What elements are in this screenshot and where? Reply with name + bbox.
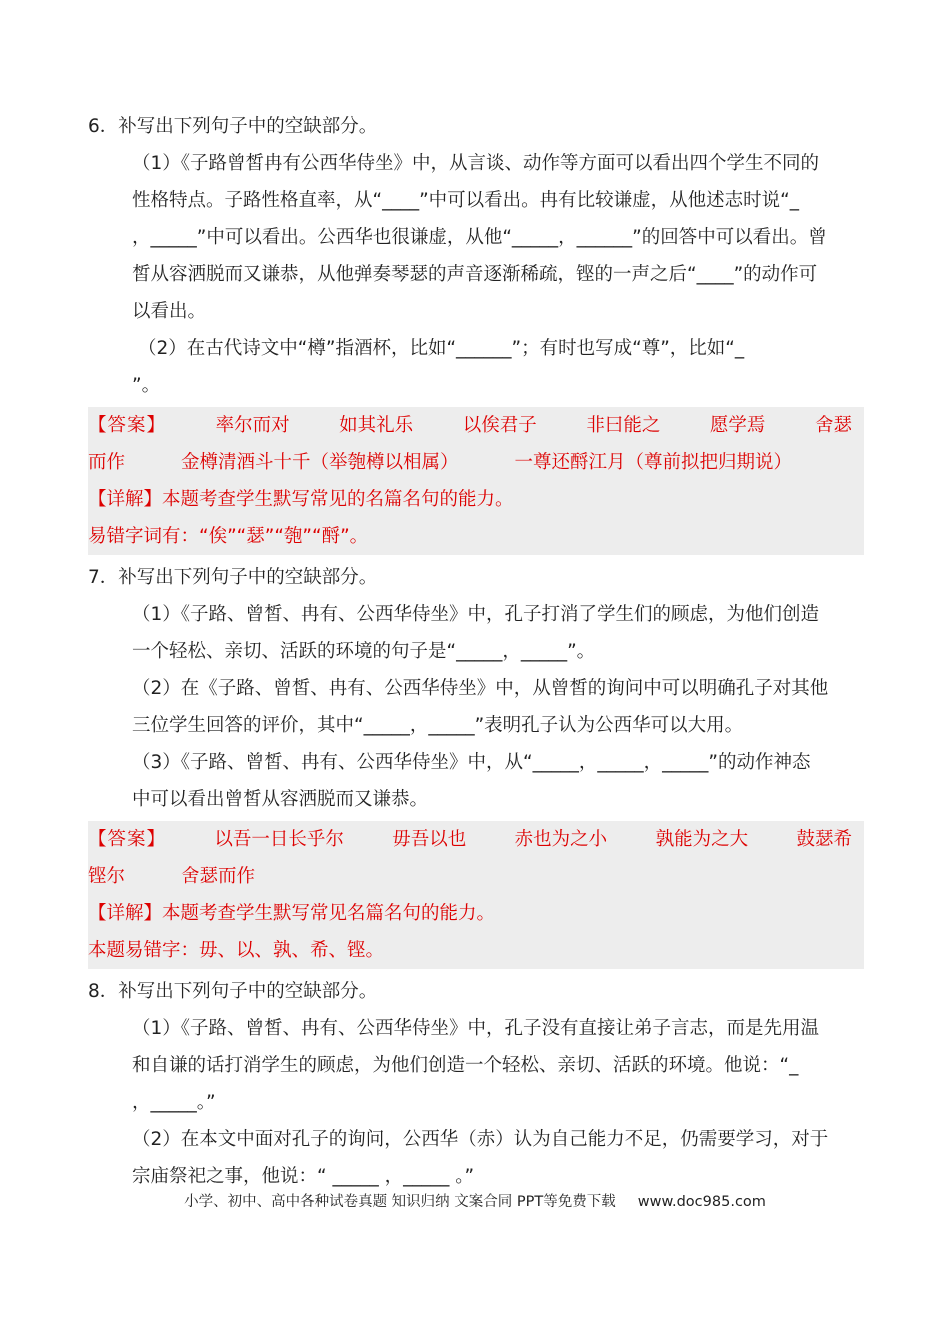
answer-item: 毋吾以也 (392, 829, 467, 850)
answer-row (88, 821, 864, 858)
question-6-line: ，_____”中可以看出。公西华也很谦虚，从他“_____，______”的回答中可以看出。曾 (132, 227, 827, 248)
answer-note: 易错字词有：“俟”“瑟”“匏”“酹”。 (88, 526, 369, 547)
answer-row (88, 444, 864, 481)
answer-item: 舍瑟而作 (181, 866, 256, 887)
answer-row (88, 407, 864, 444)
question-6-line: （1）《子路曾皙冉有公西华侍坐》中，从言谈、动作等方面可以看出四个学生不同的 (132, 153, 820, 174)
footer-site-link[interactable]: www.doc985.com (637, 1194, 766, 1210)
answer-label: 【答案】 (88, 829, 167, 850)
answer-item: 如其礼乐 (339, 415, 414, 436)
question-8-line: ，_____。” (132, 1092, 216, 1113)
answer-item: 以吾一日长乎尔 (214, 829, 344, 850)
question-7-line: （1）《子路、曾皙、冉有、公西华侍坐》中，孔子打消了学生们的顾虑，为他们创造 (132, 604, 820, 625)
document-content (88, 108, 864, 1195)
question-6-title: 6．补写出下列句子中的空缺部分。 (88, 116, 378, 137)
question-8-line: 宗庙祭祀之事，他说：“ _____ ，_____ 。” (132, 1166, 475, 1187)
question-7-line: （3）《子路、曾皙、冉有、公西华侍坐》中，从“_____，_____，_____”的动作神态 (132, 752, 811, 773)
answer-box-6 (88, 407, 864, 555)
answer-item: 率尔而对 (215, 415, 290, 436)
question-6-line: （2）在古代诗文中“樽”指酒杯，比如“______”；有时也写成“尊”，比如“_ (138, 338, 745, 359)
question-6-line: 以看出。 (132, 301, 207, 322)
question-7-line: 三位学生回答的评价，其中“_____，_____”表明孔子认为公西华可以大用。 (132, 715, 744, 736)
answer-item: 孰能为之大 (655, 829, 749, 850)
question-6-line: 性格特点。子路性格直率，从“____”中可以看出。冉有比较谦虚，从他述志时说“_ (132, 190, 800, 211)
footer-text: 小学、初中、高中各种试卷真题 知识归纳 文案合同 PPT等免费下载 (184, 1194, 616, 1210)
answer-item: 一尊还酹江月（尊前拟把归期说） (514, 452, 793, 473)
answer-item: 舍瑟 (814, 415, 852, 436)
answer-item: 赤也为之小 (514, 829, 608, 850)
question-8-line: （2）在本文中面对孔子的询问，公西华（赤）认为自己能力不足，仍需要学习，对于 (132, 1129, 829, 1150)
question-6-line: 皙从容洒脱而又谦恭，从他弹奏琴瑟的声音逐渐稀疏，铿的一声之后“____”的动作可 (132, 264, 818, 285)
question-7-title: 7．补写出下列句子中的空缺部分。 (88, 567, 378, 588)
answer-item: 而作 (88, 452, 126, 473)
answer-item: 愿学焉 (709, 415, 766, 436)
question-7-line: 一个轻松、亲切、活跃的环境的句子是“_____，_____”。 (132, 641, 596, 662)
page-footer (0, 1190, 950, 1211)
answer-item: 以俟君子 (462, 415, 537, 436)
answer-item: 非曰能之 (586, 415, 661, 436)
answer-item: 鼓瑟希 (796, 829, 852, 850)
question-7-line: 中可以看出曾皙从容洒脱而又谦恭。 (132, 789, 429, 810)
answer-note: 本题易错字：毋、以、孰、希、铿。 (88, 940, 385, 961)
question-6-line: ”。 (132, 375, 161, 396)
question-8-title: 8．补写出下列句子中的空缺部分。 (88, 981, 378, 1002)
question-8-line: （1）《子路、曾皙、冉有、公西华侍坐》中，孔子没有直接让弟子言志，而是先用温 (132, 1018, 820, 1039)
question-7-line: （2）在《子路、曾皙、冉有、公西华侍坐》中，从曾皙的询问中可以明确孔子对其他 (132, 678, 829, 699)
question-8-line: 和自谦的话打消学生的顾虑，为他们创造一个轻松、亲切、活跃的环境。他说：“_ (132, 1055, 799, 1076)
answer-label: 【答案】 (88, 415, 167, 436)
answer-detail: 【详解】本题考查学生默写常见名篇名句的能力。 (88, 903, 496, 924)
answer-item: 铿尔 (88, 866, 126, 887)
answer-box-7 (88, 821, 864, 969)
answer-row (88, 858, 864, 895)
answer-detail: 【详解】本题考查学生默写常见的名篇名句的能力。 (88, 489, 514, 510)
answer-item: 金樽清酒斗十千（举匏樽以相属） (181, 452, 459, 473)
